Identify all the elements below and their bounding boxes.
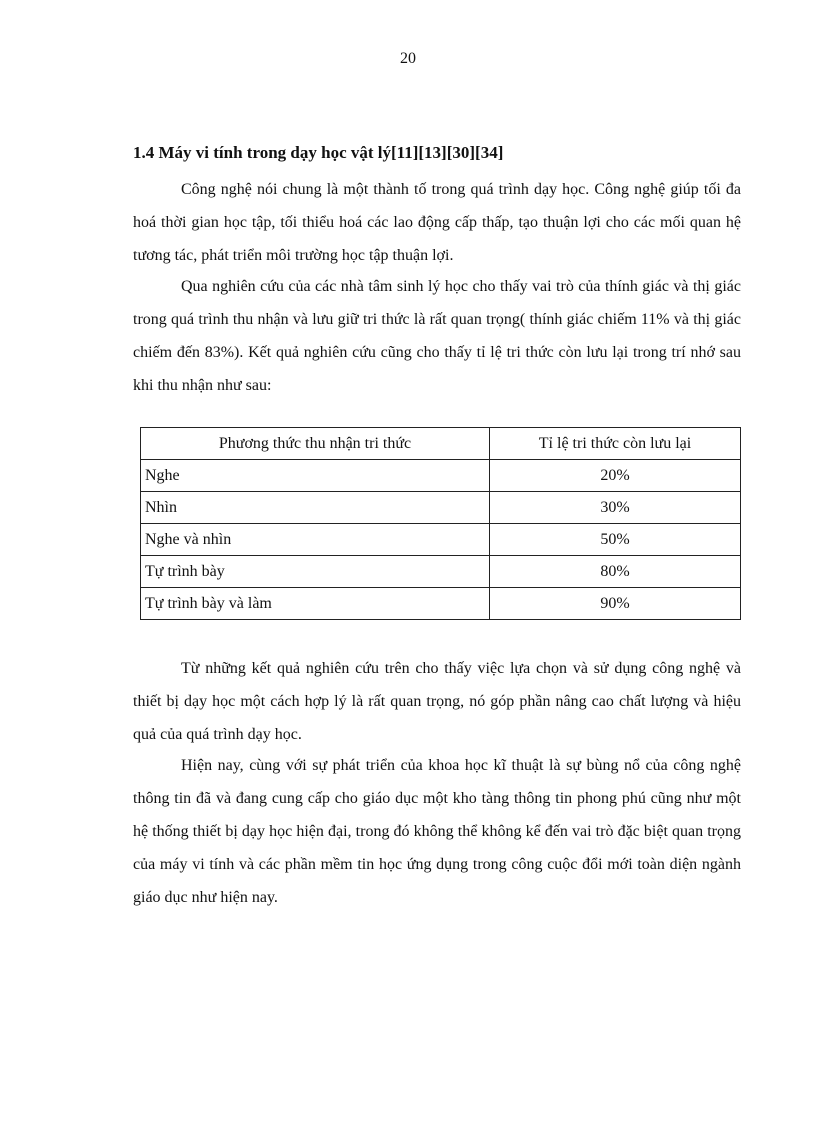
section-heading: 1.4 Máy vi tính trong dạy học vật lý[11][13][30][34] <box>133 143 504 162</box>
method-cell: Nghe <box>141 460 490 492</box>
table-header-row <box>141 428 741 460</box>
table-row <box>141 524 741 556</box>
method-cell: Nghe và nhìn <box>141 524 490 556</box>
column-header-method: Phương thức thu nhận tri thức <box>141 428 490 460</box>
column-header-rate: Tỉ lệ tri thức còn lưu lại <box>490 428 741 460</box>
method-cell: Tự trình bày <box>141 556 490 588</box>
rate-cell: 30% <box>490 492 741 524</box>
paragraph: Hiện nay, cùng với sự phát triển của khoa học kĩ thuật là sự bùng nổ của công nghệ thông tin đã và đang cung cấp cho giáo dục một kho tàng thông tin phong phú cũng như một hệ thống thiết bị dạy học hiện đại, trong đó không thể không kể đến vai trò đặc biệt quan trọng của máy vi tính và các phần mềm tin học ứng dụng trong công cuộc đổi mới toàn diện ngành giáo dục như hiện nay. <box>133 757 741 906</box>
method-cell: Nhìn <box>141 492 490 524</box>
table-row <box>141 460 741 492</box>
rate-cell: 80% <box>490 556 741 588</box>
table-row <box>141 588 741 620</box>
rate-cell: 50% <box>490 524 741 556</box>
knowledge-retention-table <box>140 427 741 620</box>
page-number: 20 <box>400 50 416 67</box>
table-row <box>141 556 741 588</box>
paragraph: Qua nghiên cứu của các nhà tâm sinh lý học cho thấy vai trò của thính giác và thị giác trong quá trình thu nhận và lưu giữ tri thức là rất quan trọng( thính giác chiếm 11% và thị giác chiếm đến 83%). Kết quả nghiên cứu cũng cho thấy tỉ lệ tri thức còn lưu lại trong trí nhớ sau khi thu nhận như sau: <box>133 278 741 394</box>
table-row <box>141 492 741 524</box>
rate-cell: 20% <box>490 460 741 492</box>
paragraph: Công nghệ nói chung là một thành tố trong quá trình dạy học. Công nghệ giúp tối đa hoá thời gian học tập, tối thiểu hoá các lao động cấp thấp, tạo thuận lợi cho các mối quan hệ tương tác, phát triển môi trường học tập thuận lợi. <box>133 181 741 264</box>
rate-cell: 90% <box>490 588 741 620</box>
paragraph: Từ những kết quả nghiên cứu trên cho thấy việc lựa chọn và sử dụng công nghệ và thiết bị dạy học một cách hợp lý là rất quan trọng, nó góp phần nâng cao chất lượng và hiệu quả của quá trình dạy học. <box>133 660 741 743</box>
method-cell: Tự trình bày và làm <box>141 588 490 620</box>
